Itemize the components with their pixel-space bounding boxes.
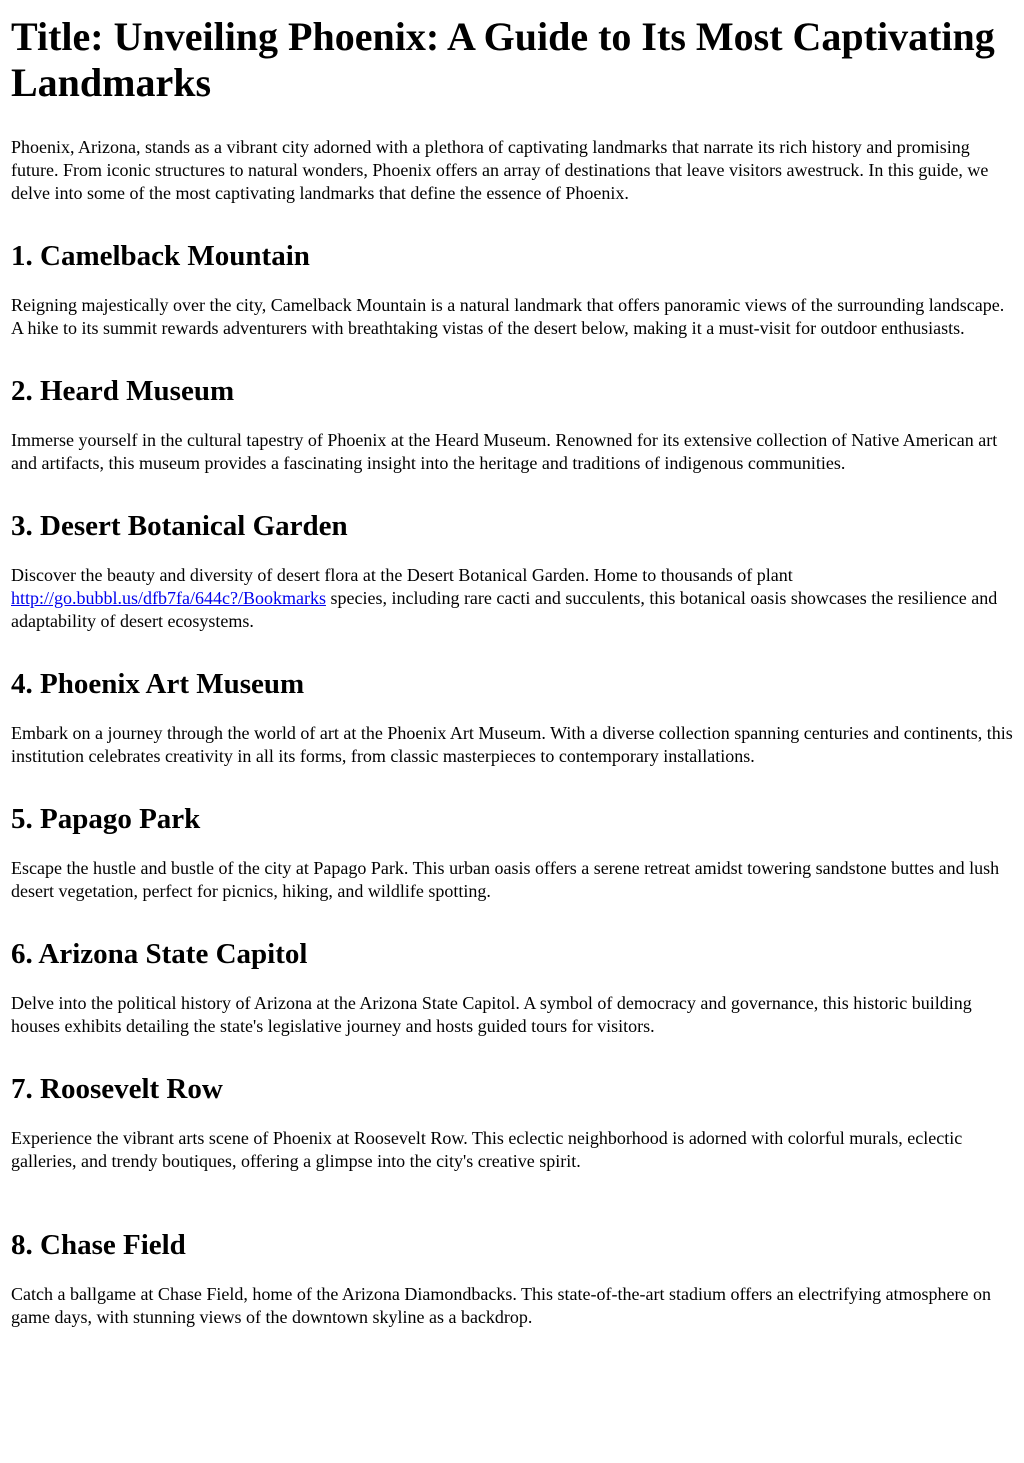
section-heading: 3. Desert Botanical Garden xyxy=(11,510,348,542)
section-heading: 5. Papago Park xyxy=(11,803,201,835)
section-desert-botanical-garden xyxy=(11,509,1014,633)
page-title: Title: Unveiling Phoenix: A Guide to Its Most Captivating Landmarks xyxy=(11,14,995,105)
section-heading: 1. Camelback Mountain xyxy=(11,240,310,272)
section-heard-museum xyxy=(11,374,1014,475)
section-body: Experience the vibrant arts scene of Phoenix at Roosevelt Row. This eclectic neighborhood is adorned with colorful murals, eclectic galleries, and trendy boutiques, offering a glimpse into the city's creative spirit. xyxy=(11,1128,963,1171)
section-phoenix-art-museum xyxy=(11,667,1014,768)
section-heading: 4. Phoenix Art Museum xyxy=(11,668,305,700)
section-arizona-state-capitol xyxy=(11,937,1014,1038)
section-body: Escape the hustle and bustle of the city at Papago Park. This urban oasis offers a serene retreat amidst towering sandstone buttes and lush desert vegetation, perfect for picnics, hiking, and wildlife spotting. xyxy=(11,858,1000,901)
section-body-text: species, including rare cacti and succulents, this botanical oasis showcases the resilience and adaptability of desert ecosystems. xyxy=(11,588,998,631)
section-heading: 2. Heard Museum xyxy=(11,375,235,407)
section-body: Embark on a journey through the world of art at the Phoenix Art Museum. With a diverse collection spanning centuries and continents, this institution celebrates creativity in all its forms, from classic masterpieces to contemporary installations. xyxy=(11,723,1013,766)
section-heading: 6. Arizona State Capitol xyxy=(11,938,308,970)
section-body: Immerse yourself in the cultural tapestry of Phoenix at the Heard Museum. Renowned for its extensive collection of Native American art and artifacts, this museum provides a fascinating insight into the heritage and traditions of indigenous communities. xyxy=(11,430,998,473)
section-camelback-mountain xyxy=(11,239,1014,340)
section-heading: 8. Chase Field xyxy=(11,1229,186,1261)
section-body-text: Discover the beauty and diversity of desert flora at the Desert Botanical Garden. Home to thousands of plant xyxy=(11,565,793,585)
section-papago-park xyxy=(11,802,1014,903)
section-body xyxy=(11,564,1014,633)
section-roosevelt-row xyxy=(11,1072,1014,1173)
section-heading: 7. Roosevelt Row xyxy=(11,1073,223,1105)
bookmarks-link[interactable]: http://go.bubbl.us/dfb7fa/644c?/Bookmarks xyxy=(11,588,326,608)
article xyxy=(0,14,1024,1329)
section-chase-field xyxy=(11,1228,1014,1329)
section-body: Catch a ballgame at Chase Field, home of the Arizona Diamondbacks. This state-of-the-art stadium offers an electrifying atmosphere on game days, with stunning views of the downtown skyline as a backdrop. xyxy=(11,1284,992,1327)
intro-paragraph: Phoenix, Arizona, stands as a vibrant city adorned with a plethora of captivating landmarks that narrate its rich history and promising future. From iconic structures to natural wonders, Phoenix offers an array of destinations that leave visitors awestruck. In this guide, we delve into some of the most captivating landmarks that define the essence of Phoenix. xyxy=(11,137,989,203)
section-body: Delve into the political history of Arizona at the Arizona State Capitol. A symbol of democracy and governance, this historic building houses exhibits detailing the state's legislative journey and hosts guided tours for visitors. xyxy=(11,993,972,1036)
section-body: Reigning majestically over the city, Camelback Mountain is a natural landmark that offers panoramic views of the surrounding landscape. A hike to its summit rewards adventurers with breathtaking vistas of the desert below, making it a must-visit for outdoor enthusiasts. xyxy=(11,295,1005,338)
